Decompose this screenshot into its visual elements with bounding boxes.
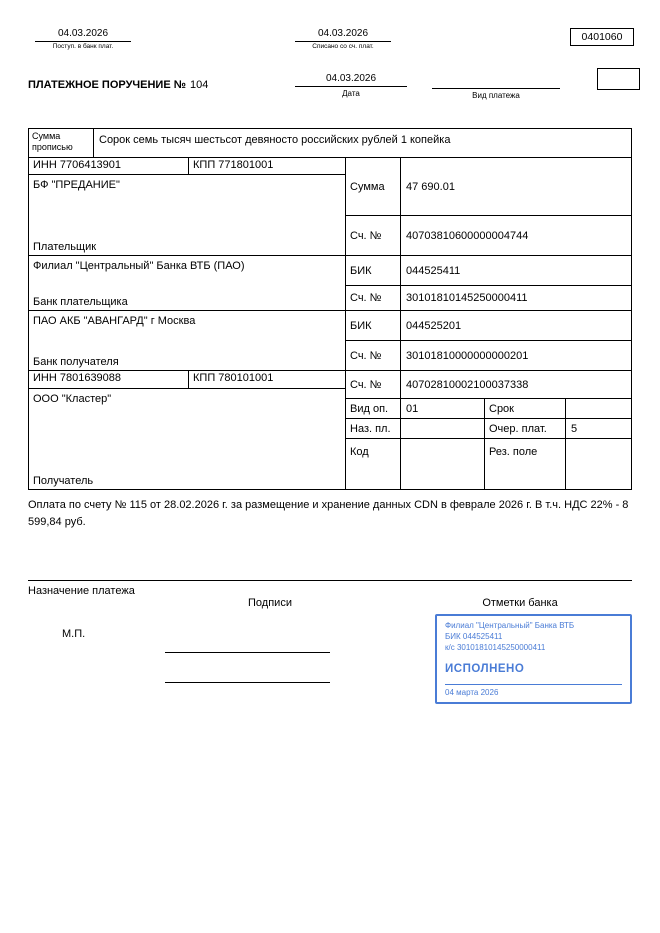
payer-bank-bik-label: БИК	[346, 256, 401, 285]
payee-bank-block	[29, 311, 345, 371]
payer-inn: ИНН 7706413901	[29, 158, 189, 174]
payee-bank-account-label: Сч. №	[346, 341, 401, 370]
document-title	[28, 79, 208, 91]
payee-inn-kpp-row	[29, 371, 345, 389]
form-code-box	[570, 28, 634, 46]
payment-type-caption: Вид платежа	[472, 91, 520, 100]
payer-bank-account-label: Сч. №	[346, 286, 401, 310]
op-type-value: 01	[401, 399, 485, 418]
payee-account-row	[346, 371, 631, 399]
code-value	[401, 439, 485, 489]
payee-bank-bik: 044525201	[406, 319, 462, 332]
payer-label: Плательщик	[33, 241, 97, 253]
requisites-column	[346, 158, 631, 489]
payer-account: 40703810600000004744	[406, 229, 529, 242]
payer-bank-bik: 044525411	[406, 264, 461, 277]
payee-label: Получатель	[33, 475, 94, 487]
payee-name: ООО "Кластер"	[33, 393, 112, 405]
payer-inn-kpp-row	[29, 158, 345, 175]
payee-bank-account: 30101810000000000201	[406, 349, 529, 362]
code-row	[346, 439, 631, 489]
op-type-label: Вид оп.	[346, 399, 401, 418]
payment-type-box	[597, 68, 640, 90]
debited-date: 04.03.2026	[295, 28, 391, 42]
amount-words-row	[29, 129, 631, 158]
payer-account-row	[346, 216, 631, 256]
sum-label: Сумма	[346, 158, 401, 215]
reserve-label: Рез. поле	[485, 439, 566, 489]
stamp-bank-name: Филиал "Центральный" Банка ВТБ	[445, 621, 575, 630]
payer-bank-label: Банк плательщика	[33, 296, 128, 308]
stamp-bik: БИК 044525411	[445, 631, 503, 641]
document-number: 104	[189, 79, 209, 91]
payment-purpose-text: Оплата по счету № 115 от 28.02.2026 г. за размещение и хранение данных CDN в феврале 2026 г. В т.ч. НДС 22% - 8 599,84 руб.	[28, 499, 629, 528]
payee-bank-bik-label: БИК	[346, 311, 401, 340]
bank-received-date-field	[35, 28, 131, 50]
payer-bank-block	[29, 256, 345, 311]
priority-label: Очер. плат.	[485, 419, 566, 438]
bank-received-date: 04.03.2026	[35, 28, 131, 42]
payee-kpp: КПП 780101001	[193, 372, 274, 384]
bank-stamp	[435, 614, 632, 704]
purpose-code-value	[401, 419, 485, 438]
op-type-row	[346, 399, 631, 419]
term-value	[566, 399, 631, 418]
priority-value: 5	[571, 422, 578, 435]
payee-bank-label: Банк получателя	[33, 356, 119, 368]
sum-row	[346, 158, 631, 216]
debited-caption: Списано со сч. плат.	[312, 43, 374, 50]
purpose-divider-line	[28, 580, 632, 581]
signature-line-2	[165, 682, 330, 683]
payee-inn: ИНН 7801639088	[29, 371, 189, 388]
bank-marks-label: Отметки банка	[482, 597, 558, 609]
form-code: 0401060	[581, 31, 623, 43]
payee-account: 40702810002100037338	[406, 378, 529, 391]
payee-block	[29, 389, 345, 489]
date-caption: Дата	[342, 89, 360, 98]
payer-account-label: Сч. №	[346, 216, 401, 255]
payer-kpp: КПП 771801001	[193, 159, 274, 171]
payer-bank-bik-row	[346, 256, 631, 286]
payer-block	[29, 175, 345, 256]
payee-bank-bik-row	[346, 311, 631, 341]
stamp-status: ИСПОЛНЕНО	[445, 663, 525, 676]
code-label: Код	[346, 439, 401, 489]
payee-account-label: Сч. №	[346, 371, 401, 398]
stamp-date: 04 марта 2026	[445, 684, 622, 697]
purpose-code-label: Наз. пл.	[346, 419, 401, 438]
payment-order-table	[28, 128, 632, 490]
term-label: Срок	[485, 399, 566, 418]
stamp-place-label: М.П.	[62, 628, 86, 640]
payer-bank-name: Филиал "Центральный" Банка ВТБ (ПАО)	[33, 260, 245, 272]
priority-row	[346, 419, 631, 439]
payer-name: БФ "ПРЕДАНИЕ"	[33, 179, 120, 191]
payment-purpose-label: Назначение платежа	[28, 585, 135, 597]
payee-bank-name: ПАО АКБ "АВАНГАРД" г Москва	[33, 315, 196, 327]
signatures-label: Подписи	[248, 597, 292, 609]
payment-type-field	[432, 88, 560, 100]
document-date: 04.03.2026	[295, 73, 407, 87]
title-text: ПЛАТЕЖНОЕ ПОРУЧЕНИЕ №	[28, 79, 186, 91]
document-date-field	[295, 73, 407, 98]
sum-value: 47 690.01	[406, 180, 455, 193]
payee-bank-account-row	[346, 341, 631, 371]
stamp-corr-account: к/с 30101810145250000411	[445, 642, 546, 652]
amount-words-label: Сумма прописью	[29, 129, 94, 157]
signature-line-1	[165, 652, 330, 653]
bank-received-caption: Поступ. в банк плат.	[52, 43, 114, 50]
debited-date-field	[295, 28, 391, 50]
reserve-value	[566, 439, 631, 489]
parties-column	[29, 158, 346, 489]
payer-bank-account: 30101810145250000411	[406, 292, 528, 304]
payer-bank-account-row	[346, 286, 631, 311]
amount-words-value: Сорок семь тысяч шестьсот девяносто российских рублей 1 копейка	[99, 134, 451, 146]
